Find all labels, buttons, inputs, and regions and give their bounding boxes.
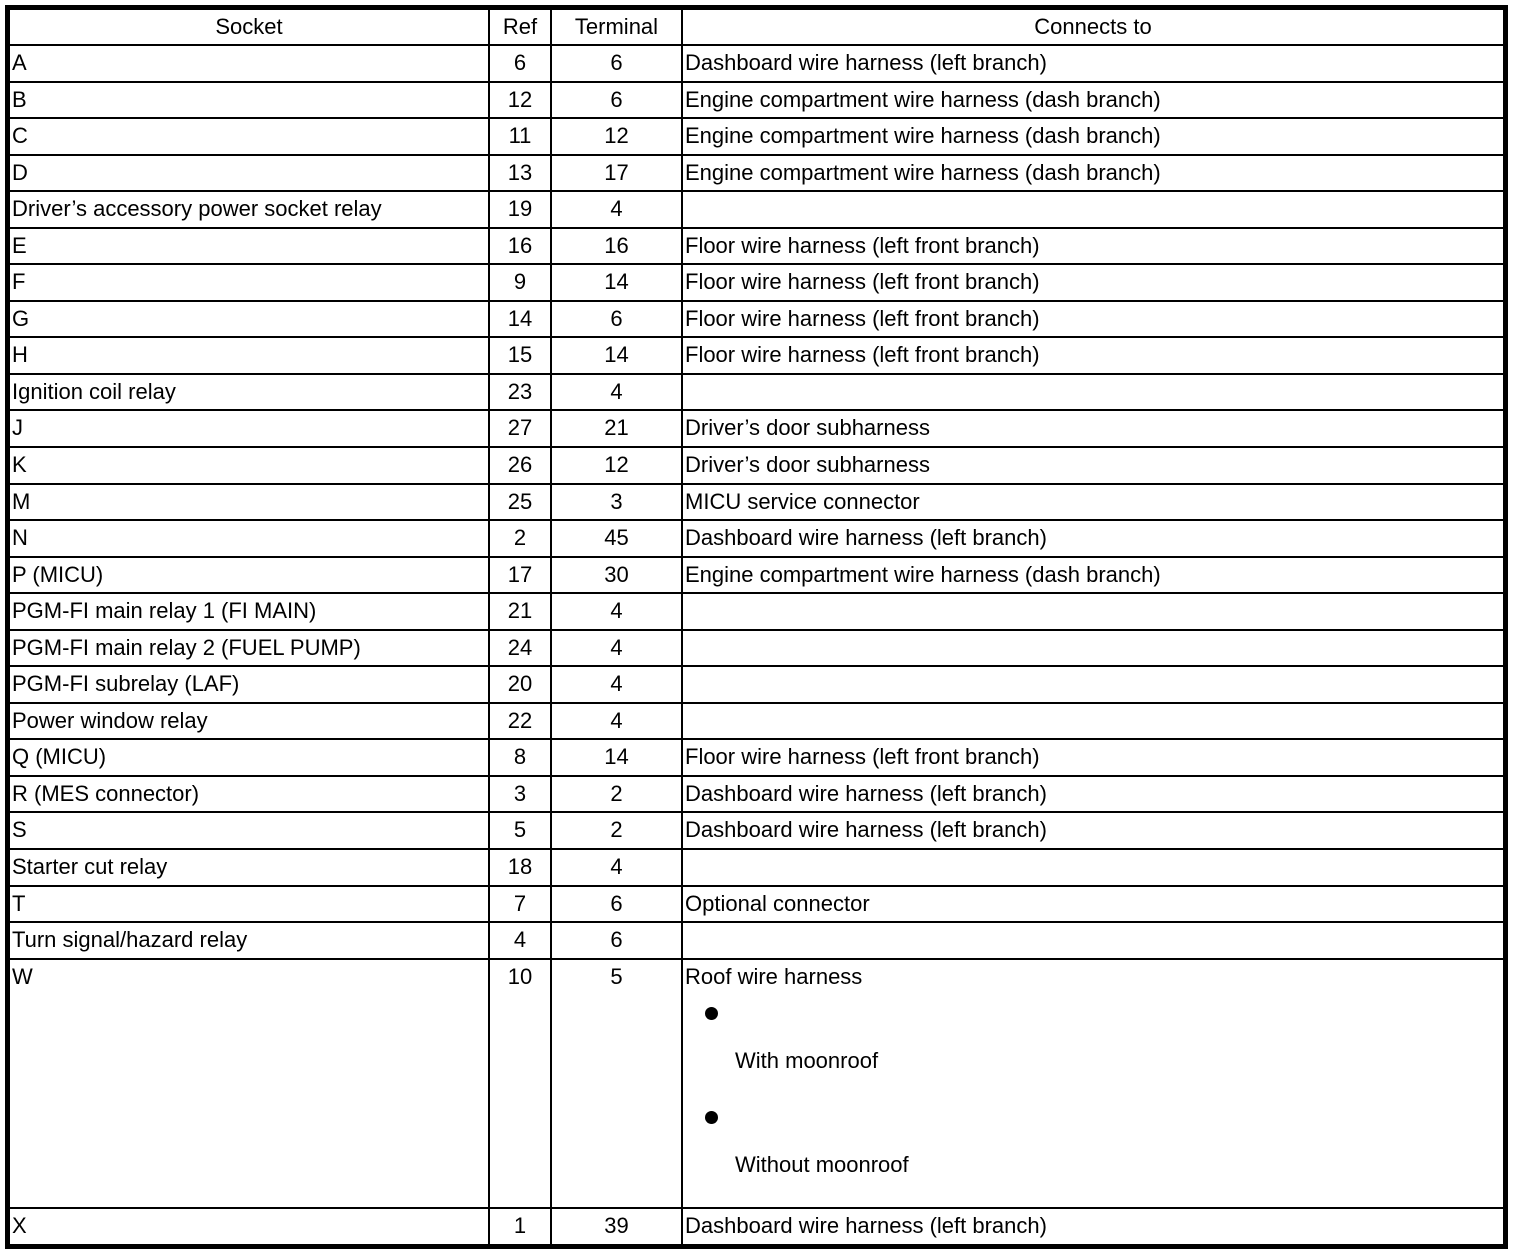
terminal-cell: 14 [551, 739, 682, 776]
terminal-cell: 45 [551, 520, 682, 557]
socket-cell: K [9, 447, 489, 484]
table-row-w [9, 959, 1504, 1209]
ref-cell: 22 [489, 703, 551, 740]
connects-cell [682, 374, 1504, 411]
terminal-cell: 39 [551, 1208, 682, 1245]
option-without-moonroof: Without moonroof [735, 1151, 909, 1177]
socket-cell: W [9, 959, 489, 1209]
terminal-cell: 5 [551, 959, 682, 1209]
connects-cell: Floor wire harness (left front branch) [682, 228, 1504, 265]
ref-cell: 16 [489, 228, 551, 265]
ref-cell: 25 [489, 484, 551, 521]
table-row [9, 118, 1504, 155]
connector-table-frame [5, 5, 1508, 1249]
table-row [9, 812, 1504, 849]
connects-cell [682, 849, 1504, 886]
socket-cell: PGM-FI main relay 2 (FUEL PUMP) [9, 630, 489, 667]
bullet-icon [705, 1111, 718, 1124]
table-row [9, 520, 1504, 557]
ref-cell: 17 [489, 557, 551, 594]
table-row [9, 337, 1504, 374]
connects-cell: Dashboard wire harness (left branch) [682, 776, 1504, 813]
socket-cell: P (MICU) [9, 557, 489, 594]
socket-cell: PGM-FI main relay 1 (FI MAIN) [9, 593, 489, 630]
table-row [9, 264, 1504, 301]
ref-cell: 1 [489, 1208, 551, 1245]
connects-cell [682, 593, 1504, 630]
socket-cell: F [9, 264, 489, 301]
header-row [9, 9, 1504, 45]
terminal-cell: 3 [551, 484, 682, 521]
socket-cell: Turn signal/hazard relay [9, 922, 489, 959]
terminal-cell: 6 [551, 45, 682, 82]
table-row [9, 45, 1504, 82]
socket-cell: R (MES connector) [9, 776, 489, 813]
header-terminal: Terminal [551, 9, 682, 45]
connects-cell: Engine compartment wire harness (dash branch) [682, 155, 1504, 192]
connects-cell: Optional connector [682, 886, 1504, 923]
ref-cell: 10 [489, 959, 551, 1209]
ref-cell: 13 [489, 155, 551, 192]
table-row [9, 484, 1504, 521]
ref-cell: 26 [489, 447, 551, 484]
ref-cell: 2 [489, 520, 551, 557]
ref-cell: 20 [489, 666, 551, 703]
socket-cell: A [9, 45, 489, 82]
table-row [9, 228, 1504, 265]
table-row [9, 922, 1504, 959]
socket-cell: B [9, 82, 489, 119]
table-row [9, 703, 1504, 740]
connects-cell: Driver’s door subharness [682, 410, 1504, 447]
terminal-cell: 14 [551, 264, 682, 301]
socket-cell: X [9, 1208, 489, 1245]
table-row [9, 191, 1504, 228]
socket-cell: D [9, 155, 489, 192]
table-row [9, 447, 1504, 484]
socket-cell: T [9, 886, 489, 923]
bullet-item [685, 994, 1501, 1046]
connector-table [8, 8, 1505, 1246]
connects-cell: Floor wire harness (left front branch) [682, 739, 1504, 776]
terminal-cell: 4 [551, 374, 682, 411]
connects-cell: Driver’s door subharness [682, 447, 1504, 484]
connects-cell [682, 703, 1504, 740]
table-row-x [9, 1208, 1504, 1245]
table-row [9, 630, 1504, 667]
ref-cell: 19 [489, 191, 551, 228]
terminal-cell: 30 [551, 557, 682, 594]
terminal-cell: 6 [551, 922, 682, 959]
connects-cell: Dashboard wire harness (left branch) [682, 45, 1504, 82]
connects-cell [682, 191, 1504, 228]
socket-cell: H [9, 337, 489, 374]
terminal-cell: 6 [551, 82, 682, 119]
socket-cell: C [9, 118, 489, 155]
connects-cell: Dashboard wire harness (left branch) [682, 520, 1504, 557]
header-connects-to: Connects to [682, 9, 1504, 45]
table-row [9, 374, 1504, 411]
ref-cell: 14 [489, 301, 551, 338]
terminal-cell: 17 [551, 155, 682, 192]
table-row [9, 557, 1504, 594]
socket-cell: E [9, 228, 489, 265]
socket-cell: Driver’s accessory power socket relay [9, 191, 489, 228]
connects-cell: Engine compartment wire harness (dash branch) [682, 557, 1504, 594]
socket-cell: Ignition coil relay [9, 374, 489, 411]
connects-cell: Floor wire harness (left front branch) [682, 301, 1504, 338]
connects-cell: Floor wire harness (left front branch) [682, 264, 1504, 301]
table-row [9, 410, 1504, 447]
socket-cell: S [9, 812, 489, 849]
table-row [9, 776, 1504, 813]
bullet-item [685, 1098, 1501, 1150]
ref-cell: 7 [489, 886, 551, 923]
table-row [9, 849, 1504, 886]
ref-cell: 27 [489, 410, 551, 447]
connects-cell: Engine compartment wire harness (dash branch) [682, 118, 1504, 155]
terminal-cell: 4 [551, 630, 682, 667]
ref-cell: 4 [489, 922, 551, 959]
table-row [9, 666, 1504, 703]
connects-text: Roof wire harness [685, 963, 863, 989]
ref-cell: 6 [489, 45, 551, 82]
terminal-cell: 4 [551, 593, 682, 630]
socket-cell: J [9, 410, 489, 447]
ref-cell: 12 [489, 82, 551, 119]
table-row [9, 82, 1504, 119]
ref-cell: 11 [489, 118, 551, 155]
header-ref: Ref [489, 9, 551, 45]
connects-cell: Dashboard wire harness (left branch) [682, 812, 1504, 849]
terminal-cell: 16 [551, 228, 682, 265]
ref-cell: 3 [489, 776, 551, 813]
terminal-cell: 12 [551, 118, 682, 155]
terminal-cell: 4 [551, 849, 682, 886]
socket-cell: Q (MICU) [9, 739, 489, 776]
socket-cell: Power window relay [9, 703, 489, 740]
option-with-moonroof: With moonroof [735, 1047, 879, 1073]
terminal-cell: 14 [551, 337, 682, 374]
socket-cell: G [9, 301, 489, 338]
socket-cell: N [9, 520, 489, 557]
bullet-icon [705, 1007, 718, 1020]
connects-cell: Dashboard wire harness (left branch) [682, 1208, 1504, 1245]
socket-cell: Starter cut relay [9, 849, 489, 886]
table-row [9, 593, 1504, 630]
table-row [9, 301, 1504, 338]
terminal-cell: 6 [551, 301, 682, 338]
connects-cell: Engine compartment wire harness (dash branch) [682, 82, 1504, 119]
terminal-cell: 2 [551, 812, 682, 849]
terminal-cell: 4 [551, 666, 682, 703]
connects-cell [682, 922, 1504, 959]
connects-cell: MICU service connector [682, 484, 1504, 521]
ref-cell: 8 [489, 739, 551, 776]
table-row [9, 739, 1504, 776]
terminal-cell: 6 [551, 886, 682, 923]
terminal-cell: 21 [551, 410, 682, 447]
terminal-cell: 4 [551, 703, 682, 740]
ref-cell: 15 [489, 337, 551, 374]
ref-cell: 18 [489, 849, 551, 886]
table-row [9, 886, 1504, 923]
terminal-cell: 12 [551, 447, 682, 484]
ref-cell: 21 [489, 593, 551, 630]
terminal-cell: 4 [551, 191, 682, 228]
ref-cell: 24 [489, 630, 551, 667]
connects-cell: Floor wire harness (left front branch) [682, 337, 1504, 374]
connects-cell [682, 630, 1504, 667]
ref-cell: 5 [489, 812, 551, 849]
header-socket: Socket [9, 9, 489, 45]
table-row [9, 155, 1504, 192]
connects-cell [682, 959, 1504, 1209]
terminal-cell: 2 [551, 776, 682, 813]
ref-cell: 23 [489, 374, 551, 411]
connects-cell [682, 666, 1504, 703]
socket-cell: PGM-FI subrelay (LAF) [9, 666, 489, 703]
ref-cell: 9 [489, 264, 551, 301]
socket-cell: M [9, 484, 489, 521]
